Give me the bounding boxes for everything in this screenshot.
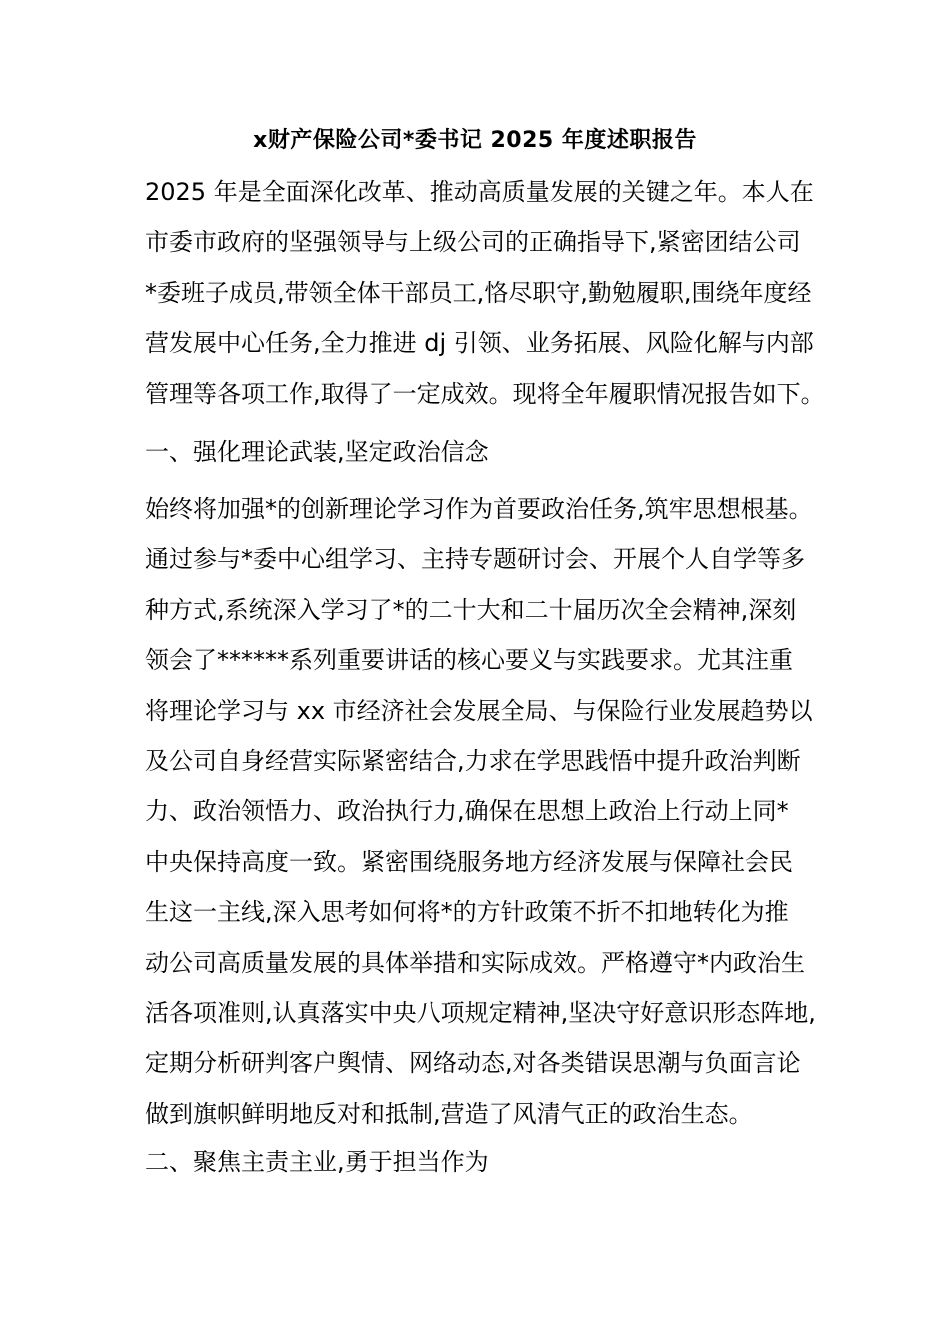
- section-heading-2: 二、聚焦主责主业,勇于担当作为: [145, 1148, 489, 1176]
- document-title: x财产保险公司*委书记 2025 年度述职报告: [253, 128, 697, 153]
- paragraph-line: 通过参与*委中心组学习、主持专题研讨会、开展个人自学等多: [145, 545, 805, 574]
- paragraph-line: 2025 年是全面深化改革、推动高质量发展的关键之年。本人在: [145, 178, 814, 206]
- paragraph-line: 营发展中心任务,全力推进 dj 引领、业务拓展、风险化解与内部: [145, 329, 814, 358]
- section-heading-1: 一、强化理论武装,坚定政治信念: [145, 438, 489, 466]
- paragraph-line: 种方式,系统深入学习了*的二十大和二十届历次全会精神,深刻: [145, 595, 797, 624]
- paragraph-line: 做到旗帜鲜明地反对和抵制,营造了风清气正的政治生态。: [145, 1099, 753, 1128]
- paragraph-line: 将理论学习与 xx 市经济社会发展全局、与保险行业发展趋势以: [145, 696, 813, 725]
- paragraph-line: 力、政治领悟力、政治执行力,确保在思想上政治上行动上同*: [145, 797, 789, 826]
- paragraph-line: 生这一主线,深入思考如何将*的方针政策不折不扣地转化为推: [145, 898, 789, 927]
- paragraph-line: 活各项准则,认真落实中央八项规定精神,坚决守好意识形态阵地,: [145, 998, 816, 1027]
- paragraph-line: 及公司自身经营实际紧密结合,力求在学思践悟中提升政治判断: [145, 746, 801, 775]
- paragraph-line: 管理等各项工作,取得了一定成效。现将全年履职情况报告如下。: [145, 379, 825, 408]
- paragraph-line: 市委市政府的坚强领导与上级公司的正确指导下,紧密团结公司: [145, 228, 801, 257]
- paragraph-line: *委班子成员,带领全体干部员工,恪尽职守,勤勉履职,围绕年度经: [145, 278, 812, 307]
- paragraph-line: 始终将加强*的创新理论学习作为首要政治任务,筑牢思想根基。: [145, 495, 813, 523]
- paragraph-line: 定期分析研判客户舆情、网络动态,对各类错误思潮与负面言论: [145, 1049, 801, 1078]
- paragraph-line: 动公司高质量发展的具体举措和实际成效。严格遵守*内政治生: [145, 948, 805, 977]
- paragraph-line: 中央保持高度一致。紧密围绕服务地方经济发展与保障社会民: [145, 847, 793, 876]
- paragraph-line: 领会了******系列重要讲话的核心要义与实践要求。尤其注重: [145, 646, 793, 675]
- intro-paragraph: [145, 167, 825, 419]
- section1-paragraph: [145, 484, 816, 1139]
